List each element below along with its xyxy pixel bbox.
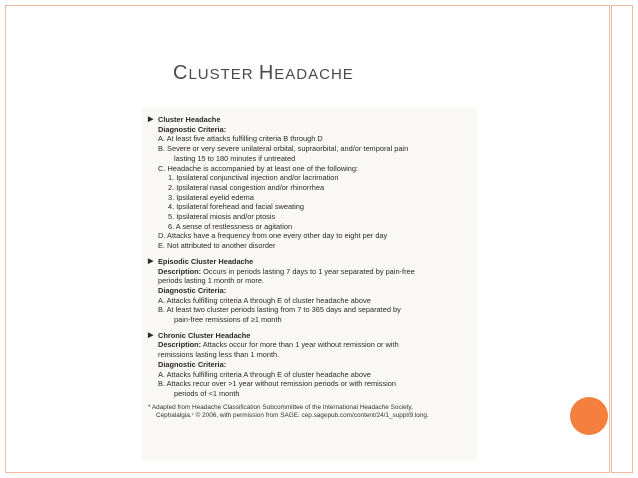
criteria-text: 4. Ipsilateral forehead and facial sweating bbox=[168, 202, 304, 212]
criteria-line bbox=[148, 305, 474, 315]
section-heading bbox=[148, 257, 474, 267]
section-heading-text: Chronic Cluster Headache bbox=[158, 330, 251, 340]
criteria-line bbox=[148, 212, 474, 222]
section-heading bbox=[148, 331, 474, 341]
criteria-label: Diagnostic Criteria: bbox=[158, 285, 227, 295]
criteria-line bbox=[148, 286, 474, 296]
criteria-text: A. Attacks fulfilling criteria A through E of cluster headache above bbox=[158, 295, 371, 305]
triangle-bullet-icon: ▶ bbox=[148, 331, 154, 339]
criteria-line bbox=[148, 164, 474, 174]
criteria-line bbox=[148, 360, 474, 370]
criteria-line bbox=[148, 134, 474, 144]
section-heading bbox=[148, 115, 474, 125]
section-heading-text: Cluster Headache bbox=[158, 115, 221, 124]
criteria-line bbox=[148, 125, 474, 135]
criteria-line bbox=[148, 340, 474, 350]
accent-circle bbox=[570, 397, 608, 435]
criteria-label: Description: bbox=[158, 340, 202, 350]
title-rest-2: EADACHE bbox=[274, 66, 354, 83]
criteria-text: B. Severe or very severe unilateral orbital, supraorbital, and/or temporal pain bbox=[158, 144, 409, 154]
criteria-text: Attacks occur for more than 1 year without remission or with bbox=[201, 340, 399, 350]
criteria-text: 1. Ipsilateral conjunctival injection and/or lacrimation bbox=[168, 173, 339, 183]
criteria-line bbox=[148, 144, 474, 154]
criteria-line bbox=[148, 389, 474, 399]
criteria-label: Diagnostic Criteria: bbox=[158, 124, 227, 134]
footnote-line: Cephalalgia.⁷ © 2006, with permission from SAGE. cep.sagepub.com/content/24/1_suppl/9.long. bbox=[156, 412, 429, 420]
criteria-line bbox=[148, 154, 474, 164]
triangle-bullet-icon: ▶ bbox=[148, 116, 154, 123]
criteria-line bbox=[148, 350, 474, 360]
criteria-text: lasting 15 to 180 minutes if untreated bbox=[174, 153, 296, 163]
criteria-line bbox=[148, 267, 474, 277]
criteria-text: B. Attacks recur over >1 year without remission periods or with remission bbox=[158, 379, 397, 389]
criteria-text: remissions lasting less than 1 month. bbox=[158, 350, 280, 360]
criteria-text: C. Headache is accompanied by at least one of the following: bbox=[158, 163, 359, 173]
criteria-line bbox=[148, 370, 474, 380]
criteria-line bbox=[148, 296, 474, 306]
criteria-text: 2. Ipsilateral nasal congestion and/or rhinorrhea bbox=[168, 182, 325, 192]
criteria-line bbox=[148, 315, 474, 325]
criteria-text: Occurs in periods lasting 7 days to 1 year separated by pain-free bbox=[201, 266, 415, 276]
slide-title bbox=[173, 62, 354, 85]
criteria-line bbox=[148, 231, 474, 241]
title-cap-1: C bbox=[173, 62, 189, 84]
criteria-text: B. At least two cluster periods lasting from 7 to 365 days and separated by bbox=[158, 305, 401, 315]
criteria-text: 5. Ipsilateral miosis and/or ptosis bbox=[168, 212, 276, 222]
criteria-line bbox=[148, 193, 474, 203]
section-heading-text: Episodic Cluster Headache bbox=[158, 256, 254, 266]
criteria-content bbox=[148, 115, 474, 421]
criteria-text: 3. Ipsilateral eyelid edema bbox=[168, 192, 254, 202]
criteria-line bbox=[148, 173, 474, 183]
title-rest-1: LUSTER bbox=[188, 66, 259, 83]
criteria-text: A. Attacks fulfilling criteria A through E of cluster headache above bbox=[158, 369, 371, 379]
criteria-line bbox=[148, 202, 474, 212]
criteria-text: E. Not attributed to another disorder bbox=[158, 241, 276, 251]
criteria-text: D. Attacks have a frequency from one every other day to eight per day bbox=[158, 231, 388, 241]
criteria-text: 6. A sense of restlessness or agitation bbox=[168, 221, 293, 231]
criteria-text: periods of <1 month bbox=[174, 388, 240, 398]
criteria-text: pain-free remissions of ≥1 month bbox=[174, 315, 282, 325]
triangle-bullet-icon: ▶ bbox=[148, 257, 154, 265]
criteria-line bbox=[148, 183, 474, 193]
criteria-text: A. At least five attacks fulfilling criteria B through D bbox=[158, 134, 323, 144]
criteria-label: Diagnostic Criteria: bbox=[158, 359, 227, 369]
footnote-line: * Adapted from Headache Classification Subcommittee of the International Headache Society, bbox=[148, 403, 413, 411]
footnote bbox=[148, 404, 474, 421]
side-accent-strip bbox=[611, 5, 633, 473]
criteria-text: periods lasting 1 month or more. bbox=[158, 276, 264, 286]
title-cap-2: H bbox=[258, 62, 275, 84]
criteria-line bbox=[148, 241, 474, 251]
criteria-label: Description: bbox=[158, 266, 202, 276]
criteria-line bbox=[148, 379, 474, 389]
criteria-line bbox=[148, 222, 474, 232]
criteria-line bbox=[148, 276, 474, 286]
